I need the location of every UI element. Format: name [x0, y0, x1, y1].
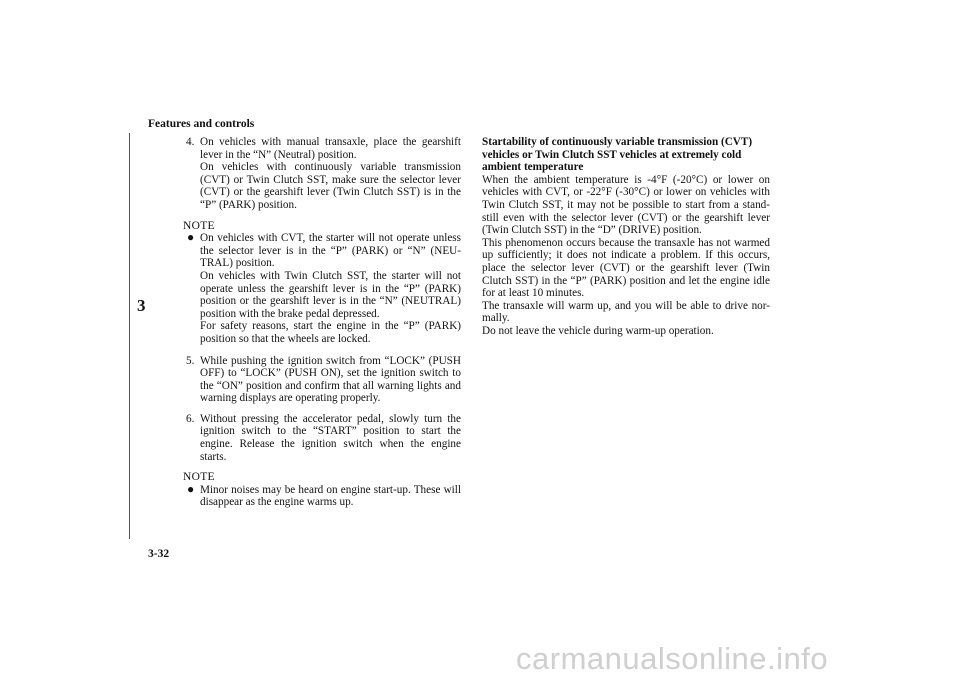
page-number: 3-32 [148, 548, 170, 560]
note-label: NOTE [183, 219, 215, 232]
body-paragraph: The transaxle will warm up, and you will be able to drive nor-mally. [482, 299, 770, 325]
body-paragraph: Do not leave the vehicle during warm-up operation. [482, 324, 714, 337]
body-paragraph: When the ambient temperature is -4°F (-20°C) or lower on vehicles with CVT, or -22°F (-30°C) or lower on vehicles with Twin Clutch SST, it may not be possible to start from a stand-still even with the selector lever (CVT) or the gearshift lever (Twin Clutch SST) in the “D” (DRIVE) position. [482, 173, 770, 237]
step-6 [183, 413, 461, 463]
step-text: On vehicles with manual transaxle, place the gearshift lever in the “N” (Neutral) position. [200, 136, 461, 161]
left-column [183, 136, 461, 518]
step-4 [183, 136, 461, 212]
subsection-title: Startability of continuously variable transmission (CVT) vehicles or Twin Clutch SST vehicles at extremely cold ambient temperature [482, 136, 753, 174]
step-text: While pushing the ignition switch from “LOCK” (PUSH OFF) to “LOCK” (PUSH ON), set the ignition switch to the “ON” position and confirm that all warning lights and warning displays are operating properly. [200, 354, 461, 405]
note-text: On vehicles with CVT, the starter will not operate unless the selector lever is in the “P” (PARK) or “N” (NEU-TRAL) position. [200, 232, 461, 270]
step-text: On vehicles with continuously variable transmission (CVT) or Twin Clutch SST, make sure the selector lever (CVT) or the gearshift lever (Twin Clutch SST) is in the “P” (PARK) position. [200, 161, 461, 211]
note-text: For safety reasons, start the engine in the “P” (PARK) position so that the wheels are locked. [200, 320, 461, 345]
note-text: On vehicles with Twin Clutch SST, the starter will not operate unless the gearshift lever is in the “P” (PARK) position or the gearshift lever is in the “N” (NEUTRAL) position with the brake pedal depressed. [200, 269, 461, 320]
note-bullet [183, 481, 461, 509]
note-text: Minor noises may be heard on engine start-up. These will disappear as the engine warms up. [200, 483, 461, 509]
watermark-link[interactable]: carmanualsonline.info [516, 641, 829, 676]
bullet-icon: ● [187, 230, 195, 245]
chapter-number: 3 [137, 296, 146, 315]
body-paragraph: This phenomenon occurs because the transaxle has not warmed up sufficiently; it does not indicate a problem. If this occurs, place the selector lever (CVT) or the gearshift lever (Twin Clutch SST) in the “P” (PARK) position and let the engine idle for at least 10 minutes. [482, 236, 770, 300]
right-column [482, 136, 770, 338]
step-text: Without pressing the accelerator pedal, slowly turn the ignition switch to the “START” position to start the engine. Release the ignition switch when the engine starts. [200, 412, 461, 463]
section-header: Features and controls [148, 118, 255, 130]
note-bullet [183, 232, 461, 345]
step-5 [183, 355, 461, 405]
step-number: 5. [186, 354, 195, 367]
step-number: 4. [186, 136, 195, 148]
note-label: NOTE [183, 471, 215, 484]
bullet-icon: ● [187, 481, 195, 496]
chapter-divider [129, 133, 130, 539]
step-number: 6. [186, 412, 195, 425]
